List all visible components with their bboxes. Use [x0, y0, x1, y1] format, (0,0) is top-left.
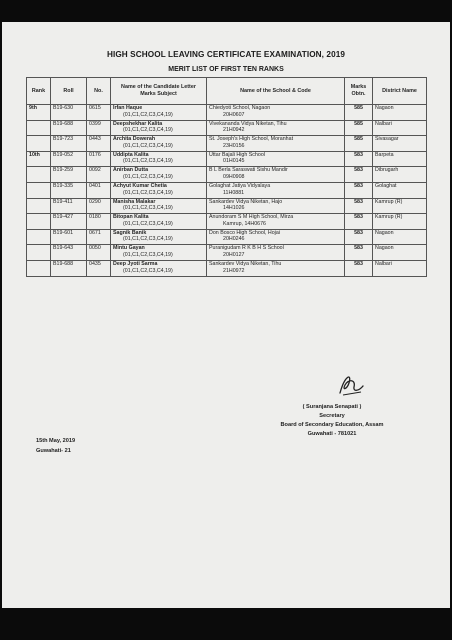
marks-cell	[345, 136, 373, 152]
school-code: 20H0127	[223, 251, 245, 258]
school-name: Golaghat Jatiya Vidyalaya	[209, 182, 271, 189]
rank-cell	[27, 214, 51, 230]
no-cell	[87, 120, 111, 136]
candidate-name: Mintu Gayan	[113, 245, 145, 252]
subject-letters: (01,C1,C2,C3,C4,19)	[123, 142, 173, 149]
no-cell	[87, 214, 111, 230]
district-cell	[373, 167, 427, 183]
roll-cell	[51, 229, 87, 245]
signatory-designation: Secretary	[319, 413, 345, 419]
no-cell	[87, 198, 111, 214]
table-row	[27, 105, 427, 121]
marks-cell	[345, 120, 373, 136]
marks-cell	[345, 182, 373, 198]
marks-cell	[345, 167, 373, 183]
school-cell	[207, 120, 345, 136]
roll-value: B19-335	[53, 182, 74, 189]
district-value: Sivasagar	[375, 136, 399, 143]
signatory-name: ( Suranjana Senapati )	[302, 404, 362, 410]
serial-value: 0615	[89, 105, 101, 111]
rank-cell	[27, 198, 51, 214]
rank-cell	[27, 182, 51, 198]
roll-cell	[51, 167, 87, 183]
roll-value: B19-601	[53, 229, 74, 236]
district-cell	[373, 260, 427, 276]
signature	[336, 371, 366, 404]
district-cell	[373, 182, 427, 198]
school-name: Puranigudam R K B H S School	[209, 245, 284, 252]
school-name: Anundoram S M High School, Mirza	[209, 214, 294, 221]
roll-cell	[51, 198, 87, 214]
serial-value: 0180	[89, 214, 101, 221]
rank-cell	[27, 245, 51, 261]
marks-cell	[345, 151, 373, 167]
school-code: 23H0156	[223, 142, 245, 149]
roll-value: B19-411	[53, 198, 73, 205]
rank-value: 10th	[29, 151, 40, 158]
header-school: Name of the School & Code	[207, 78, 345, 105]
school-name: B L Berla Saraswati Sishu Mandir	[209, 167, 288, 174]
subject-letters: (01,C1,C2,C3,C4,19)	[123, 251, 173, 258]
marks-cell	[345, 198, 373, 214]
roll-cell	[51, 151, 87, 167]
candidate-name: Achyut Kumar Chetia	[113, 182, 167, 189]
marks-cell	[345, 214, 373, 230]
signatory-block	[238, 403, 426, 439]
district-value: Nagaon	[375, 105, 394, 111]
subject-letters: (01,C1,C2,C3,C4,19)	[123, 205, 173, 212]
candidate-cell	[111, 105, 207, 121]
district-cell	[373, 229, 427, 245]
district-value: Nalbari	[375, 120, 392, 127]
roll-cell	[51, 260, 87, 276]
school-cell	[207, 198, 345, 214]
serial-value: 0092	[89, 167, 101, 174]
roll-cell	[51, 245, 87, 261]
table-row	[27, 167, 427, 183]
roll-cell	[51, 214, 87, 230]
marks-cell	[345, 260, 373, 276]
table-row	[27, 245, 427, 261]
header-no: No.	[87, 78, 111, 105]
serial-value: 0443	[89, 136, 101, 143]
roll-value: B19-643	[53, 245, 74, 252]
district-value: Nalbari	[375, 260, 392, 267]
header-roll: Roll	[51, 78, 87, 105]
marks-cell	[345, 245, 373, 261]
rank-value: 9th	[29, 105, 37, 111]
no-cell	[87, 260, 111, 276]
table-header-row	[27, 78, 427, 105]
marks-value: 583	[354, 245, 363, 252]
header-district: District Name	[373, 78, 427, 105]
district-value: Kamrup (R)	[375, 214, 403, 221]
subject-letters: (01,C1,C2,C3,C4,19)	[123, 173, 173, 180]
subject-letters: (01,C1,C2,C3,C4,19)	[123, 189, 173, 196]
roll-cell	[51, 105, 87, 121]
district-cell	[373, 105, 427, 121]
no-cell	[87, 151, 111, 167]
exam-title: HIGH SCHOOL LEAVING CERTIFICATE EXAMINATION, 2019	[106, 50, 346, 59]
candidate-name: Manisha Malakar	[113, 198, 156, 205]
school-name: St. Joseph's High School, Moranhat	[209, 136, 294, 143]
school-code: 11H0881	[223, 189, 245, 196]
table-row	[27, 214, 427, 230]
school-code: Kamrup, 14H0676	[223, 220, 266, 227]
rank-cell	[27, 120, 51, 136]
date-block	[36, 436, 75, 456]
roll-value: B19-052	[53, 151, 74, 158]
school-name: Don Bosco High School, Hojai	[209, 229, 280, 236]
subject-letters: (01,C1,C2,C3,C4,19)	[123, 127, 173, 134]
school-cell	[207, 105, 345, 121]
table-row	[27, 151, 427, 167]
school-code: 20H0246	[223, 236, 245, 243]
marks-value: 583	[354, 198, 363, 205]
candidate-name: Deepshekhar Kalita	[113, 120, 163, 127]
rank-cell	[27, 260, 51, 276]
candidate-cell	[111, 229, 207, 245]
school-name: Sankardev Vidya Niketan, Tihu	[209, 260, 282, 267]
no-cell	[87, 136, 111, 152]
candidate-cell	[111, 260, 207, 276]
marks-value: 585	[354, 120, 363, 127]
school-cell	[207, 136, 345, 152]
candidate-name: Bitopan Kalita	[113, 214, 149, 221]
candidate-cell	[111, 198, 207, 214]
candidate-cell	[111, 214, 207, 230]
district-value: Kamrup (R)	[375, 198, 403, 205]
roll-cell	[51, 120, 87, 136]
rank-cell	[27, 136, 51, 152]
signatory-office: Board of Secondary Education, Assam	[280, 422, 384, 428]
serial-value: 0399	[89, 120, 101, 127]
candidate-cell	[111, 136, 207, 152]
marks-value: 583	[354, 229, 363, 236]
subject-letters: (01,C1,C2,C3,C4,19)	[123, 220, 173, 227]
school-code: 01H0145	[223, 158, 245, 165]
school-cell	[207, 229, 345, 245]
serial-value: 0401	[89, 182, 101, 189]
table-row	[27, 198, 427, 214]
no-cell	[87, 245, 111, 261]
school-cell	[207, 245, 345, 261]
document-sheet	[2, 22, 450, 608]
table-row	[27, 120, 427, 136]
marks-cell	[345, 229, 373, 245]
district-cell	[373, 120, 427, 136]
serial-value: 0290	[89, 198, 101, 205]
district-value: Barpeta	[375, 151, 394, 158]
district-cell	[373, 136, 427, 152]
serial-value: 0176	[89, 151, 101, 158]
candidate-name: Deep Jyoti Sarma	[113, 260, 158, 267]
roll-cell	[51, 136, 87, 152]
district-cell	[373, 214, 427, 230]
school-name: Sankardev Vidya Niketan, Hajo	[209, 198, 283, 205]
school-cell	[207, 260, 345, 276]
candidate-name: Anirban Dutta	[113, 167, 149, 174]
issue-date: 15th May, 2019	[36, 438, 76, 444]
school-name: Uttar Bajali High School	[209, 151, 265, 158]
school-code: 09H0908	[223, 173, 245, 180]
no-cell	[87, 182, 111, 198]
rank-cell	[27, 229, 51, 245]
school-cell	[207, 151, 345, 167]
subject-letters: (01,C1,C2,C3,C4,19)	[123, 111, 173, 118]
roll-value: B19-688	[53, 120, 74, 127]
candidate-name: Uddipta Kalita	[113, 151, 149, 158]
candidate-cell	[111, 182, 207, 198]
district-value: Golaghat	[375, 182, 397, 189]
candidate-cell	[111, 167, 207, 183]
merit-list-title: MERIT LIST OF FIRST TEN RANKS	[168, 66, 284, 73]
candidate-cell	[111, 245, 207, 261]
issue-place: Guwahati- 21	[36, 448, 71, 454]
table-row	[27, 136, 427, 152]
marks-cell	[345, 105, 373, 121]
subject-letters: (01,C1,C2,C3,C4,19)	[123, 236, 173, 243]
signatory-place: Guwahati - 781021	[307, 431, 357, 437]
no-cell	[87, 105, 111, 121]
school-name: Chiedyoti School, Nagaon	[209, 105, 271, 111]
roll-cell	[51, 182, 87, 198]
rank-cell	[27, 167, 51, 183]
marks-value: 583	[354, 151, 363, 158]
school-code: 20H0607	[223, 111, 245, 118]
table-row	[27, 182, 427, 198]
district-cell	[373, 151, 427, 167]
school-code: 21H0942	[223, 127, 245, 134]
no-cell	[87, 229, 111, 245]
marks-value: 585	[354, 105, 363, 111]
marks-value: 583	[354, 260, 363, 267]
roll-value: B19-688	[53, 260, 74, 267]
merit-table	[26, 77, 427, 277]
roll-value: B19-427	[53, 214, 74, 221]
candidate-cell	[111, 151, 207, 167]
header-rank: Rank	[27, 78, 51, 105]
subject-letters: (01,C1,C2,C3,C4,19)	[123, 158, 173, 165]
candidate-name: Irfan Haque	[113, 105, 143, 111]
district-cell	[373, 198, 427, 214]
district-cell	[373, 245, 427, 261]
candidate-name: Archita Dowerah	[113, 136, 156, 143]
rank-cell	[27, 151, 51, 167]
no-cell	[87, 167, 111, 183]
rank-cell	[27, 105, 51, 121]
school-cell	[207, 182, 345, 198]
subject-letters: (01,C1,C2,C3,C4,19)	[123, 267, 173, 274]
district-value: Nagaon	[375, 229, 394, 236]
school-code: 14H1026	[223, 205, 245, 212]
district-value: Nagaon	[375, 245, 394, 252]
table-row	[27, 229, 427, 245]
marks-value: 583	[354, 167, 363, 174]
district-value: Dibrugarh	[375, 167, 399, 174]
marks-value: 583	[354, 182, 363, 189]
marks-value: 585	[354, 136, 363, 143]
table-row	[27, 260, 427, 276]
serial-value: 0435	[89, 260, 101, 267]
serial-value: 0671	[89, 229, 101, 236]
roll-value: B19-259	[53, 167, 74, 174]
roll-value: B19-723	[53, 136, 74, 143]
candidate-name: Sagnik Banik	[113, 229, 147, 236]
school-cell	[207, 214, 345, 230]
serial-value: 0050	[89, 245, 101, 252]
roll-value: B19-630	[53, 105, 74, 111]
header-name: Name of the Candidate Letter Marks Subject	[111, 78, 207, 105]
candidate-cell	[111, 120, 207, 136]
marks-value: 583	[354, 214, 363, 221]
school-name: Vivekananda Vidya Niketan, Tihu	[209, 120, 287, 127]
school-cell	[207, 167, 345, 183]
school-code: 21H0972	[223, 267, 245, 274]
header-marks: Marks Obtn.	[345, 78, 373, 105]
